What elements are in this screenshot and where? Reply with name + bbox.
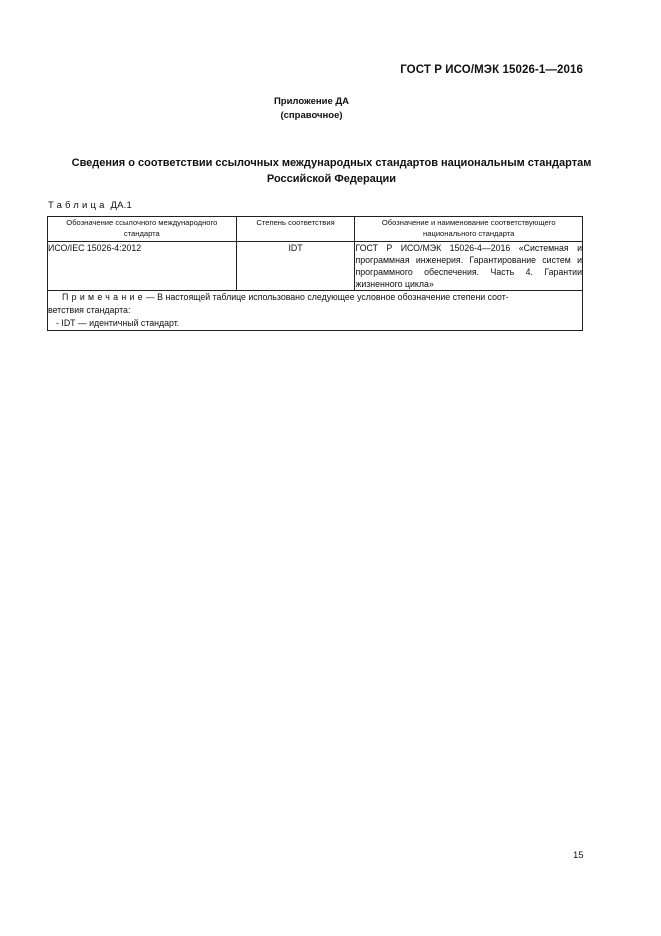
table-row <box>48 242 583 291</box>
section-title <box>40 155 623 187</box>
section-title-line2: Российской Федерации <box>266 173 397 185</box>
section-title-line1: Сведения о соответствии ссылочных международных стандартов национальным стандартам <box>71 157 592 169</box>
document-code-header: ГОСТ Р ИСО/МЭК 15026-1—2016 <box>400 64 583 76</box>
table-caption-word: Таблица <box>48 200 108 211</box>
header-degree-of-conformity: Степень соответствия <box>236 217 355 242</box>
appendix-heading <box>0 95 623 123</box>
table-note-row <box>48 291 583 331</box>
cell-reference-standard: ИСО/IEC 15026-4:2012 <box>48 242 237 291</box>
cell-national-standard: ГОСТ Р ИСО/МЭК 15026-4—2016 «Системная и программная инженерия. Гарантирование систем и программного обеспечения. Часть 4. Гарантии жизненного цикла» <box>355 243 582 289</box>
header-national-standard: Обозначение и наименование соответствующего национального стандарта <box>355 217 583 242</box>
table-note <box>48 291 583 331</box>
appendix-title: Приложение ДА <box>273 96 350 107</box>
conformity-table <box>47 216 583 331</box>
table-header-row <box>48 217 583 242</box>
appendix-subtitle: (справочное) <box>280 110 343 121</box>
note-text-line1: — В настоящей таблице использовано следующее условное обозначение степени соот- <box>145 292 509 302</box>
header-reference-standard: Обозначение ссылочного международного стандарта <box>48 217 237 242</box>
table-caption-number: ДА.1 <box>110 200 132 211</box>
page-number: 15 <box>573 850 584 861</box>
note-text-line2: ветствия стандарта: <box>48 305 131 315</box>
note-label: Примечание <box>62 292 146 302</box>
table-caption <box>48 200 132 211</box>
cell-degree-of-conformity: IDT <box>236 242 355 291</box>
note-text-line3: - IDT — идентичный стандарт. <box>56 318 180 328</box>
